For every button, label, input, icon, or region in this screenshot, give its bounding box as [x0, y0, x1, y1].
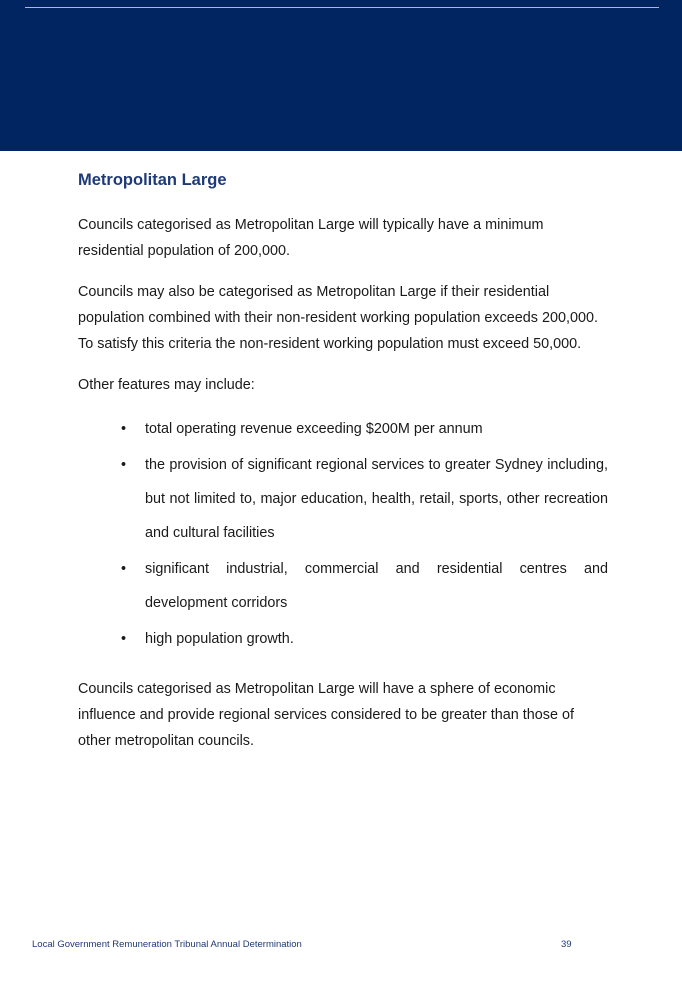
list-item: • significant industrial, commercial and residential centres and development corridors: [145, 552, 608, 620]
paragraph-population: Councils categorised as Metropolitan Large will typically have a minimum residential population of 200,000.: [78, 217, 544, 259]
list-item: • total operating revenue exceeding $200M per annum: [145, 412, 608, 446]
header-rule: [25, 7, 659, 8]
list-item: • high population growth.: [145, 622, 608, 656]
header-band: [0, 0, 682, 151]
section-title: Metropolitan Large: [78, 171, 227, 189]
page-content: [78, 169, 608, 754]
paragraph-non-resident: Councils may also be categorised as Metropolitan Large if their residential population combined with their non-resident working population exceeds 200,000. To satisfy this criteria the non-resident working population must exceed 50,000.: [78, 284, 599, 352]
features-list: [78, 412, 608, 656]
paragraph-features-intro: Other features may include:: [78, 377, 255, 393]
paragraph-closing: Councils categorised as Metropolitan Large will have a sphere of economic influence and provide regional services considered to be greater than those of other metropolitan councils.: [78, 681, 574, 749]
page-number: 39: [561, 939, 572, 950]
list-item: • the provision of significant regional services to greater Sydney including, but not limited to, major education, health, retail, sports, other recreation and cultural facilities: [145, 448, 608, 550]
footer-title: Local Government Remuneration Tribunal Annual Determination: [32, 939, 302, 950]
